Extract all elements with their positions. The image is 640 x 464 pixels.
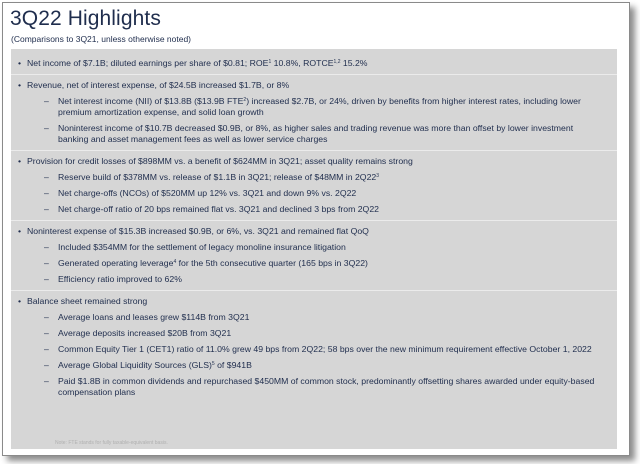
dash-marker: –: [44, 328, 49, 338]
sub-bullet-nco-ratio: – Net charge-off ratio of 20 bps remained flat vs. 3Q21 and declined 3 bps from 2Q22: [44, 204, 379, 214]
bullet-revenue: • Revenue, net of interest expense, of $24.5B increased $1.7B, or 8%: [18, 80, 290, 90]
sub-bullet-cet1: – Common Equity Tier 1 (CET1) ratio of 11.0% grew 49 bps from 2Q22; 58 bps over the new minimum requirement effective October 1, 2022: [44, 344, 592, 354]
dash-marker: –: [44, 204, 49, 214]
dash-marker: –: [44, 188, 49, 198]
dash-marker: –: [44, 172, 49, 182]
bullet-noninterest-expense: • Noninterest expense of $15.3B increased $0.9B, or 6%, vs. 3Q21 and remained flat QoQ: [18, 226, 369, 236]
dash-marker: –: [44, 312, 49, 322]
footnote: Note: FTE stands for fully taxable-equivalent basis.: [55, 440, 168, 446]
dash-marker: –: [44, 123, 49, 133]
sub-bullet-nii: – Net interest income (NII) of $13.8B ($13.9B FTE$^2$) increased $2.7B, or 24%, driven by benefits from higher interest rates, including lower premium amortization expense, and solid loan growth: [44, 96, 581, 117]
bullet-provision: • Provision for credit losses of $898MM vs. a benefit of $624MM in 3Q21; asset quality remains strong: [18, 156, 413, 166]
bullet-marker: •: [18, 156, 22, 166]
page-subtitle: (Comparisons to 3Q21, unless otherwise noted): [11, 34, 192, 44]
bullet-balance-sheet: • Balance sheet remained strong: [18, 296, 148, 306]
sub-bullet-ncos: – Net charge-offs (NCOs) of $520MM up 12% vs. 3Q21 and down 9% vs. 2Q22: [44, 188, 357, 198]
bullet-marker: •: [18, 226, 22, 236]
divider: [11, 74, 617, 75]
sub-bullet-deposits: – Average deposits increased $20B from 3Q21: [44, 328, 232, 338]
sub-bullet-operating-leverage: – Generated operating leverage$^4$ for the 5th consecutive quarter (165 bps in 3Q22): [44, 258, 368, 268]
dash-marker: –: [44, 344, 49, 354]
highlights-panel: [11, 49, 617, 449]
page-title: 3Q22 Highlights: [10, 7, 161, 30]
sub-bullet-efficiency-ratio: – Efficiency ratio improved to 62%: [44, 274, 182, 284]
dash-marker: –: [44, 274, 49, 284]
slide: [2, 2, 630, 456]
divider: [11, 290, 617, 291]
bullet-marker: •: [18, 80, 22, 90]
sub-bullet-reserve-build: – Reserve build of $378MM vs. release of $1.1B in 3Q21; release of $48MM in $2Q22^3$: [44, 172, 380, 182]
dash-marker: –: [44, 258, 49, 268]
bullet-net-income: • Net income of $7.1B; diluted earnings per share of $0.81; ROE$^1$ 10.8%, ROTCE$^{1,2}$ 15.2%: [18, 58, 368, 68]
bullet-list: [11, 58, 617, 403]
sub-bullet-dividends: – Paid $1.8B in common dividends and repurchased $450MM of common stock, predominantly offsetting shares awarded under equity-based compensation plans: [44, 376, 595, 397]
divider: [11, 220, 617, 221]
divider: [11, 150, 617, 151]
dash-marker: –: [44, 360, 49, 370]
bullet-marker: •: [18, 296, 22, 306]
sub-bullet-litigation: – Included $354MM for the settlement of legacy monoline insurance litigation: [44, 242, 346, 252]
sub-bullet-gls: – Average Global Liquidity Sources (GLS)$^5$ of $941B: [44, 360, 252, 370]
dash-marker: –: [44, 96, 49, 106]
sub-bullet-loans: – Average loans and leases grew $114B from 3Q21: [44, 312, 250, 322]
dash-marker: –: [44, 376, 49, 386]
sub-bullet-noninterest-income: – Noninterest income of $10.7B decreased $0.9B, or 8%, as higher sales and trading revenue was more than offset by lower investment banking and asset management fees as well as lower service charges: [44, 123, 574, 144]
bullet-marker: •: [18, 58, 22, 68]
dash-marker: –: [44, 242, 49, 252]
